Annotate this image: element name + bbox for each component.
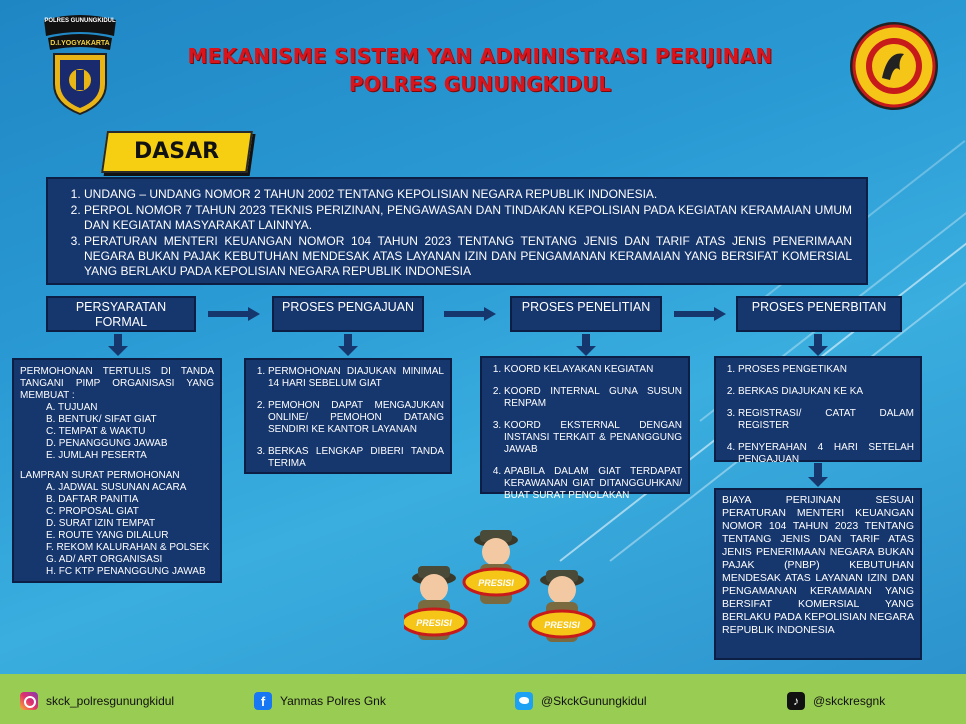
mascot-badge: PRESISI — [478, 578, 514, 588]
list-item: 4. APABILA DALAM GIAT TERDAPAT KERAWANAN GIAT DITANGGUHKAN/ BUAT SURAT PENOLAKAN — [504, 466, 682, 502]
step-title: PERSYARATAN — [75, 300, 167, 314]
step-title: PROSES PENGAJUAN — [282, 300, 414, 314]
instagram-icon — [20, 692, 38, 710]
list-item: 3. BERKAS LENGKAP DIBERI TANDA TERIMA — [268, 446, 444, 470]
biaya-text: BIAYA PERIJINAN SESUAI PERATURAN MENTERI KEUANGAN NOMOR 104 TAHUN 2023 TENTANG TENTANG JENIS DAN TARIF ATAS JENIS PENERIMAAN NEGARA BUKAN PAJAK (PNBP) KEBUTUHAN MENDESAK ATAS LAYANAN IZIN DAN PENGAMANAN KERAMAIAN YANG BERSIFAT KOMERSIAL YANG BERLAKU PADA KEPOLISIAN NEGARA REPUBLIK INDONESIA — [722, 494, 914, 636]
persyaratan-panel — [12, 358, 222, 583]
list-item: B. BENTUK/ SIFAT GIAT — [46, 414, 157, 425]
page-title: MEKANISME SISTEM YAN ADMINISTRASI PERIJINAN — [187, 44, 773, 68]
dasar-item: 3. PERATURAN MENTERI KEUANGAN NOMOR 104 TAHUN 2023 TENTANG TENTANG JENIS DAN TARIF ATAS JENIS PENERIMAAN NEGARA BUKAN PAJAK KEBUTUHAN MENDESAK ATAS LAYANAN IZIN DAN PENGAMANAN KERAMAIAN YANG BERSIFAT KOMERSIAL YANG BERLAKU PADA KEPOLISIAN NEGARA REPUBLIK INDONESIA — [84, 234, 852, 279]
arrow-right-icon — [444, 307, 496, 321]
tiktok-icon: ♪ — [787, 692, 805, 710]
facebook-icon: f — [254, 692, 272, 710]
polres-logo — [40, 14, 120, 118]
footer-twitter[interactable] — [515, 692, 647, 710]
mascot-figure — [464, 530, 528, 604]
list-item: C. PROPOSAL GIAT — [46, 506, 139, 517]
list-item: 2. PEMOHON DAPAT MENGAJUKAN ONLINE/ PEMOHON DATANG SENDIRI KE KANTOR LAYANAN — [268, 400, 444, 436]
step-title: PROSES PENELITIAN — [521, 300, 651, 314]
facebook-name: Yanmas Polres Gnk — [280, 694, 386, 708]
list-item: 4. PENYERAHAN 4 HARI SETELAH PENGAJUAN — [738, 442, 914, 466]
list-item: 2. KOORD INTERNAL GUNA SUSUN RENPAM — [504, 386, 682, 410]
list-item: G. AD/ ART ORGANISASI — [46, 554, 163, 565]
list-item: F. REKOM KALURAHAN & POLSEK — [46, 542, 210, 553]
list-item: 2. BERKAS DIAJUKAN KE KA — [738, 386, 914, 398]
list-item: 1. PERMOHONAN DIAJUKAN MINIMAL 14 HARI SEBELUM GIAT — [268, 366, 444, 390]
page-subtitle: POLRES GUNUNGKIDUL — [348, 72, 612, 96]
mascot-badge: PRESISI — [416, 618, 452, 628]
logo-text-bottom: D.I.YOGYAKARTA — [50, 40, 110, 47]
arrow-down-icon — [808, 334, 828, 356]
step-title: PROSES PENERBITAN — [751, 300, 887, 314]
list-item: E. JUMLAH PESERTA — [46, 450, 147, 461]
list-item: D. PENANGGUNG JAWAB — [46, 438, 168, 449]
twitter-icon — [515, 692, 533, 710]
list-item: C. TEMPAT & WAKTU — [46, 426, 146, 437]
step-penerbitan — [736, 296, 902, 332]
arrow-right-icon — [674, 307, 726, 321]
list-item: 3. REGISTRASI/ CATAT DALAM REGISTER — [738, 408, 914, 432]
persyaratan-intro: PERMOHONAN TERTULIS DI TANDA TANGANI PIMP ORGANISASI YANG MEMBUAT : — [20, 366, 214, 401]
dasar-item: 2. PERPOL NOMOR 7 TAHUN 2023 TEKNIS PERIZINAN, PENGAWASAN DAN TINDAKAN KEPOLISIAN PADA KEGIATAN KERAMAIAN UMUM DAN KEGIATAN MASYARAKAT LAINNYA. — [84, 203, 852, 233]
mascot-group — [404, 526, 604, 656]
arrow-down-icon — [576, 334, 596, 356]
logo-text-top: POLRES GUNUNGKIDUL — [44, 18, 116, 24]
arrow-down-icon — [338, 334, 358, 356]
mascot-figure — [404, 566, 466, 640]
mascot-badge: PRESISI — [544, 620, 580, 630]
step-pengajuan — [272, 296, 424, 332]
penerbitan-panel — [714, 356, 922, 465]
list-item: H. FC KTP PENANGGUNG JAWAB — [46, 566, 206, 577]
dasar-label: DASAR — [101, 131, 253, 173]
mascot-figure — [530, 570, 594, 642]
lampiran-title: LAMPRAN SURAT PERMOHONAN — [20, 470, 180, 481]
tiktok-handle: @skckresgnk — [813, 694, 886, 708]
step-penelitian — [510, 296, 662, 332]
arrow-right-icon — [208, 307, 260, 321]
biaya-panel — [714, 488, 922, 660]
list-item: 3. KOORD EKSTERNAL DENGAN INSTANSI TERKAIT & PENANGGUNG JAWAB — [504, 420, 682, 456]
footer-facebook[interactable] — [254, 692, 386, 710]
penelitian-panel — [480, 356, 690, 501]
instagram-handle: skck_polresgunungkidul — [46, 694, 175, 708]
twitter-handle: @SkckGunungkidul — [541, 694, 647, 708]
emblem-logo — [848, 20, 940, 112]
arrow-down-icon — [108, 334, 128, 356]
list-item: D. SURAT IZIN TEMPAT — [46, 518, 156, 529]
step-title: FORMAL — [94, 315, 148, 329]
footer-tiktok[interactable] — [787, 692, 885, 710]
list-item: 1. PROSES PENGETIKAN — [738, 364, 914, 376]
list-item: A. TUJUAN — [46, 402, 98, 413]
footer-instagram[interactable] — [20, 692, 174, 710]
dasar-panel — [46, 177, 868, 285]
list-item: E. ROUTE YANG DILALUR — [46, 530, 169, 541]
pengajuan-panel — [244, 358, 452, 474]
list-item: 1. KOORD KELAYAKAN KEGIATAN — [504, 364, 682, 376]
list-item: A. JADWAL SUSUNAN ACARA — [46, 482, 187, 493]
dasar-item: 1. UNDANG – UNDANG NOMOR 2 TAHUN 2002 TENTANG KEPOLISIAN NEGARA REPUBLIK INDONESIA. — [84, 187, 852, 202]
list-item: B. DAFTAR PANITIA — [46, 494, 139, 505]
arrow-down-icon — [808, 463, 828, 487]
step-persyaratan — [46, 296, 196, 332]
